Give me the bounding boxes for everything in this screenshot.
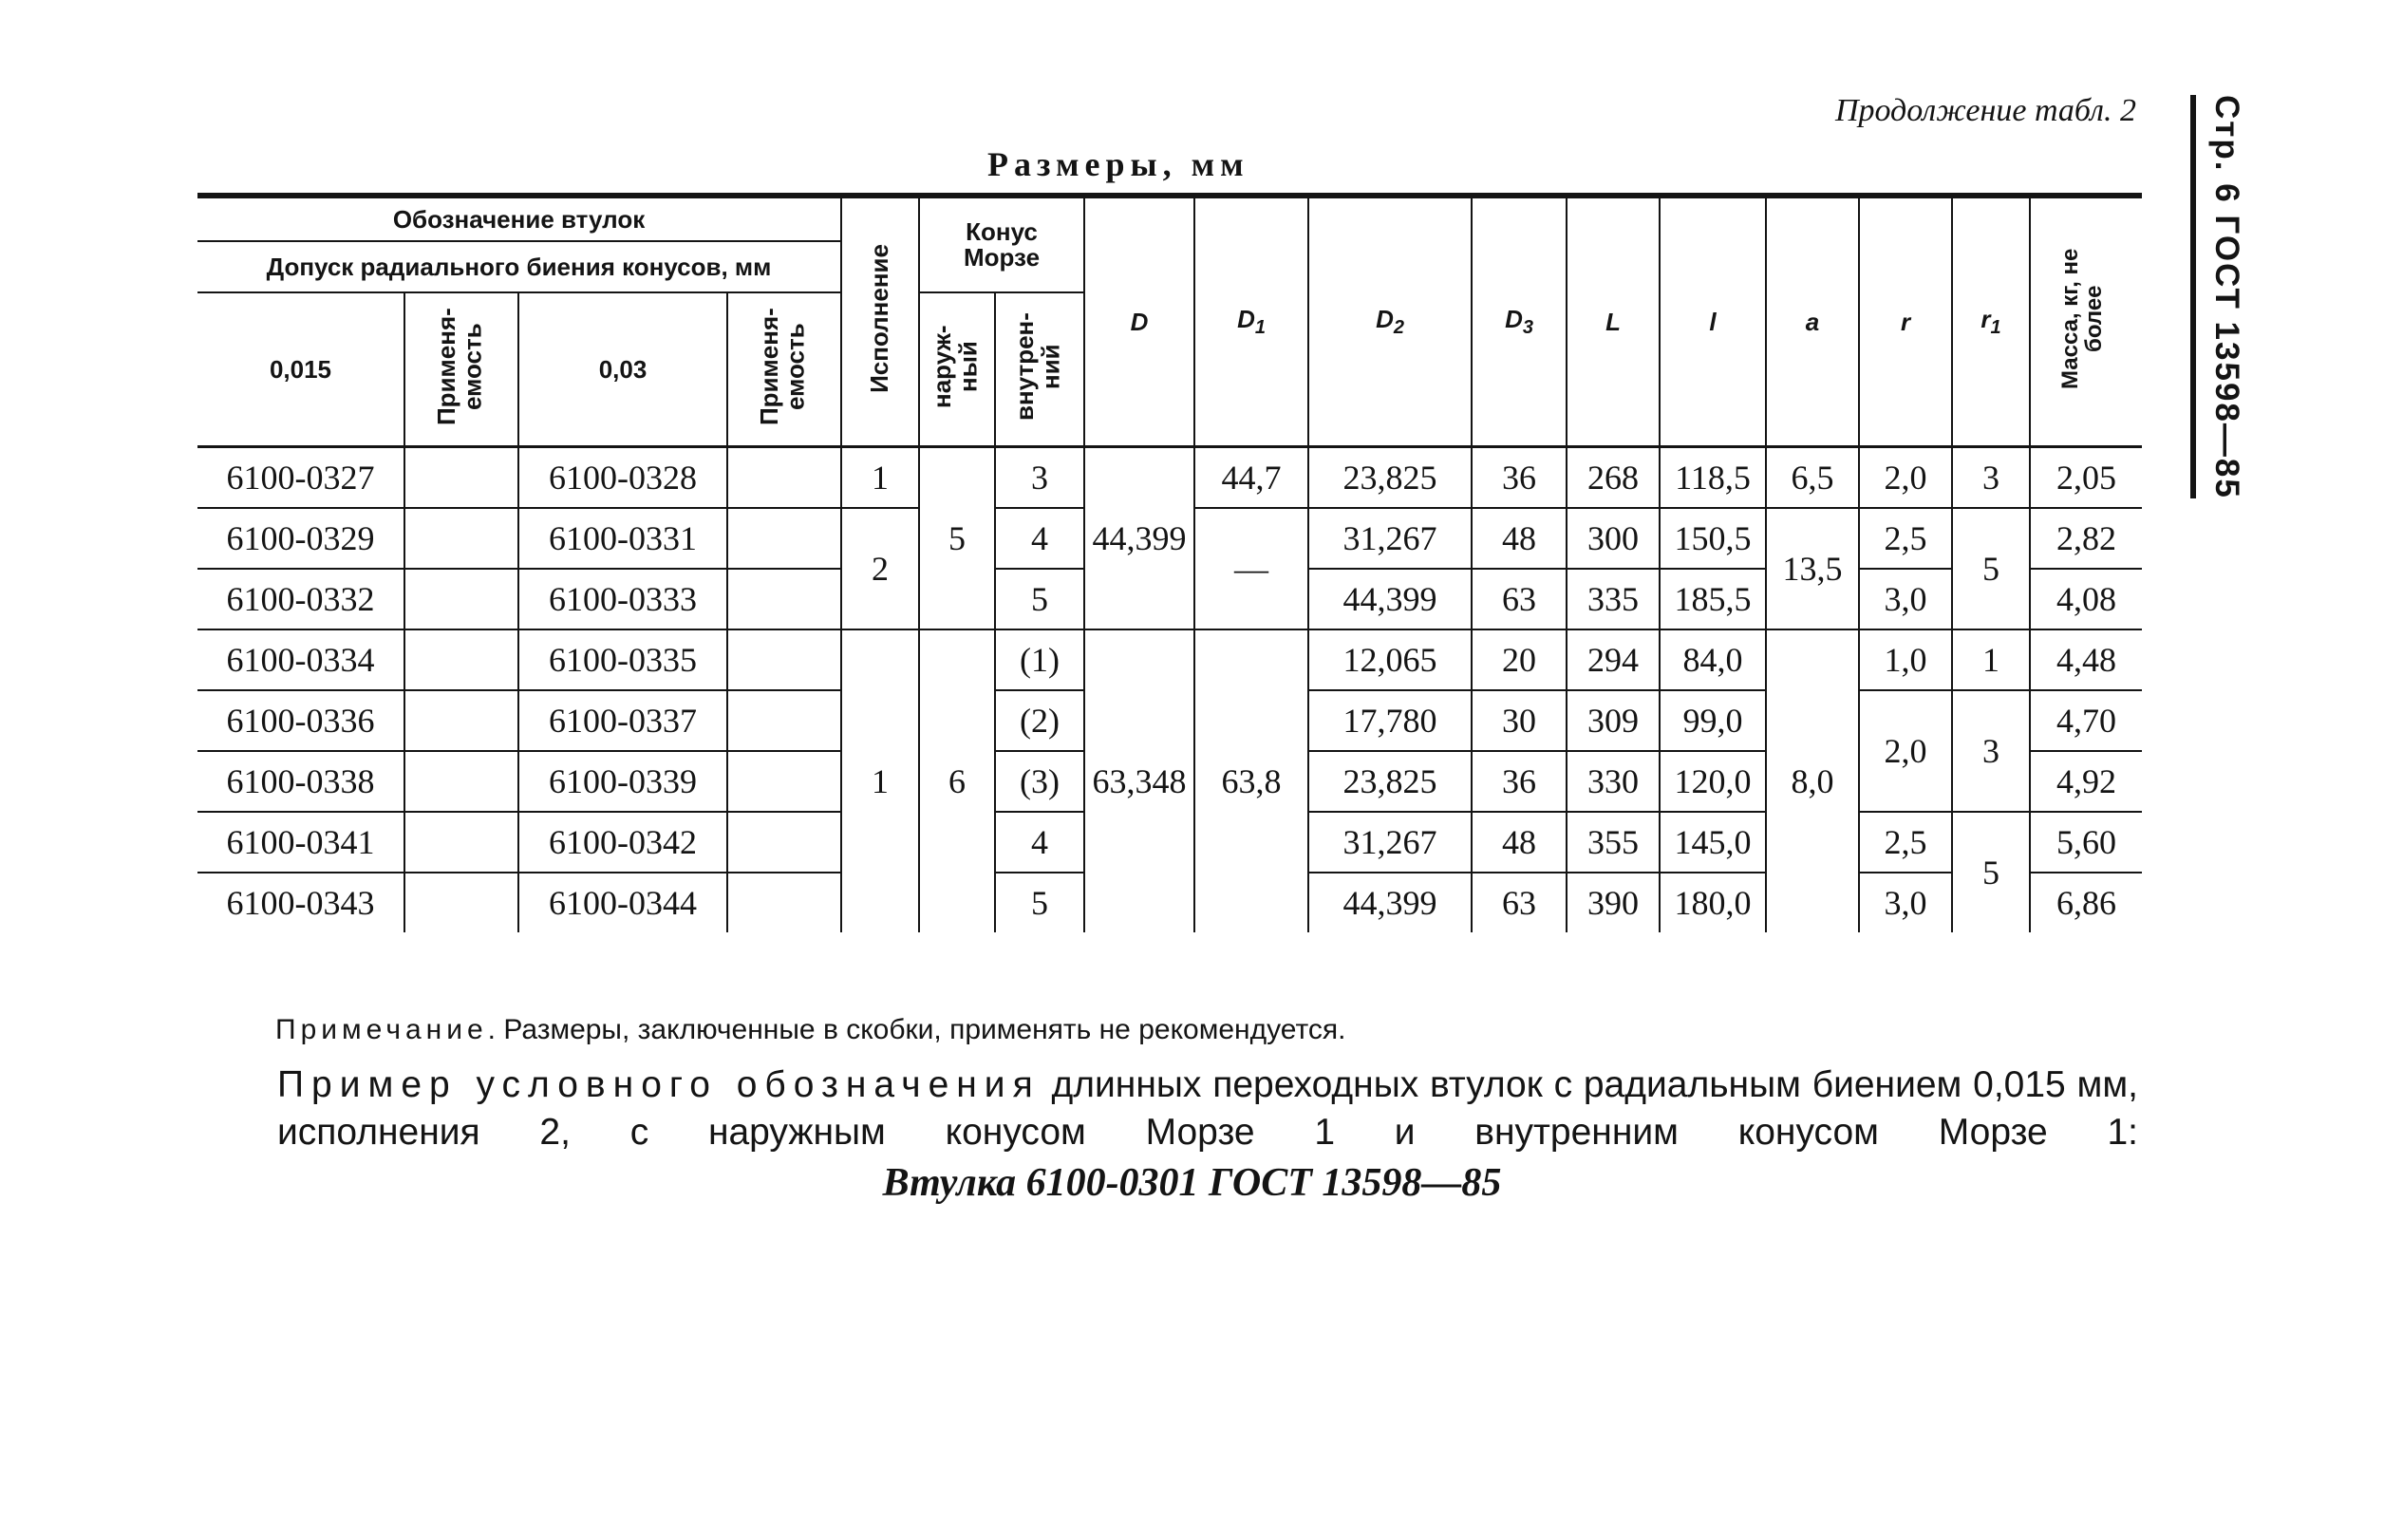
mass-header bbox=[2030, 198, 2142, 447]
morse-inner-cell: 5 bbox=[995, 873, 1084, 932]
version-header bbox=[841, 198, 919, 447]
applicability-cell bbox=[727, 508, 841, 569]
tolerance-group-header: Допуск радиального биения конусов, мм bbox=[197, 241, 841, 292]
tol-03-header: 0,03 bbox=[518, 292, 727, 447]
L-cell: 330 bbox=[1567, 751, 1660, 812]
L-cell: 268 bbox=[1567, 447, 1660, 509]
col-D1-header: $D_1$ bbox=[1194, 198, 1308, 447]
mass-cell: 4,08 bbox=[2030, 569, 2142, 629]
D2-cell: 31,267 bbox=[1308, 508, 1472, 569]
r-cell: 2,0 bbox=[1859, 447, 1952, 509]
r-cell: 1,0 bbox=[1859, 629, 1952, 690]
continuation-caption: Продолжение табл. 2 bbox=[1834, 93, 2136, 128]
designation-03: 6100-0328 bbox=[518, 447, 727, 509]
morse-inner-cell: (1) bbox=[995, 629, 1084, 690]
D-cell: 63,348 bbox=[1084, 629, 1194, 932]
D2-cell: 44,399 bbox=[1308, 569, 1472, 629]
mass-cell: 5,60 bbox=[2030, 812, 2142, 873]
D1-cell: — bbox=[1194, 508, 1308, 629]
L-cell: 335 bbox=[1567, 569, 1660, 629]
tol-015-header: 0,015 bbox=[197, 292, 404, 447]
r-cell: 2,5 bbox=[1859, 508, 1952, 569]
a-cell: 13,5 bbox=[1766, 508, 1859, 629]
designation-03: 6100-0333 bbox=[518, 569, 727, 629]
designation-015: 6100-0329 bbox=[197, 508, 404, 569]
table-row bbox=[197, 629, 2142, 690]
applicability-label-1: Применя-емость bbox=[432, 307, 487, 425]
morse-inner-cell: 4 bbox=[995, 812, 1084, 873]
col-D-header: D bbox=[1084, 198, 1194, 447]
applicability-cell bbox=[404, 629, 518, 690]
D3-cell: 30 bbox=[1472, 690, 1567, 751]
l-cell: 180,0 bbox=[1660, 873, 1766, 932]
version-header-label: Исполнение bbox=[865, 244, 894, 393]
morse-group-label: Конус Морзе bbox=[963, 216, 1041, 272]
r1-cell: 5 bbox=[1952, 812, 2030, 932]
l-cell: 118,5 bbox=[1660, 447, 1766, 509]
applicability-cell bbox=[404, 751, 518, 812]
morse-inner-cell: (2) bbox=[995, 690, 1084, 751]
applicability-label-2: Применя-емость bbox=[755, 307, 810, 425]
D3-cell: 63 bbox=[1472, 569, 1567, 629]
D1-cell: 44,7 bbox=[1194, 447, 1308, 509]
applicability-cell bbox=[727, 447, 841, 509]
designation-03: 6100-0339 bbox=[518, 751, 727, 812]
r-cell: 2,5 bbox=[1859, 812, 1952, 873]
designation-015: 6100-0327 bbox=[197, 447, 404, 509]
mass-cell: 4,70 bbox=[2030, 690, 2142, 751]
designation-015: 6100-0341 bbox=[197, 812, 404, 873]
applicability-cell bbox=[727, 690, 841, 751]
col-D2-header: $D_2$ bbox=[1308, 198, 1472, 447]
mass-cell: 6,86 bbox=[2030, 873, 2142, 932]
version-cell: 1 bbox=[841, 447, 919, 509]
L-cell: 390 bbox=[1567, 873, 1660, 932]
D3-cell: 48 bbox=[1472, 812, 1567, 873]
applicability-cell bbox=[727, 751, 841, 812]
table-row bbox=[197, 447, 2142, 509]
l-cell: 185,5 bbox=[1660, 569, 1766, 629]
mass-cell: 2,82 bbox=[2030, 508, 2142, 569]
r1-cell: 1 bbox=[1952, 629, 2030, 690]
r-cell: 3,0 bbox=[1859, 873, 1952, 932]
morse-outer-label: наруж-ный bbox=[928, 324, 983, 408]
mass-cell: 4,92 bbox=[2030, 751, 2142, 812]
mass-cell: 2,05 bbox=[2030, 447, 2142, 509]
designation-03: 6100-0337 bbox=[518, 690, 727, 751]
D3-cell: 36 bbox=[1472, 751, 1567, 812]
D-cell: 44,399 bbox=[1084, 447, 1194, 630]
col-r1-header: $r_1$ bbox=[1952, 198, 2030, 447]
col-D3-header: $D_3$ bbox=[1472, 198, 1567, 447]
side-rule bbox=[2190, 95, 2196, 498]
applicability-cell bbox=[727, 569, 841, 629]
note-text: . Размеры, заключенные в скобки, применять не рекомендуется. bbox=[487, 1014, 1346, 1045]
r1-cell: 3 bbox=[1952, 690, 2030, 812]
morse-inner-cell: 5 bbox=[995, 569, 1084, 629]
designation-example bbox=[277, 1061, 2138, 1156]
D1-cell: 63,8 bbox=[1194, 629, 1308, 932]
l-cell: 99,0 bbox=[1660, 690, 1766, 751]
designation-015: 6100-0332 bbox=[197, 569, 404, 629]
r-cell: 2,0 bbox=[1859, 690, 1952, 812]
designation-group-header: Обозначение втулок bbox=[197, 198, 841, 241]
D2-cell: 23,825 bbox=[1308, 751, 1472, 812]
version-cell: 2 bbox=[841, 508, 919, 629]
side-page-label-text: Стр. 6 ГОСТ 13598—85 bbox=[2208, 95, 2245, 499]
applicability-cell bbox=[404, 508, 518, 569]
col-l-header: l bbox=[1660, 198, 1766, 447]
designation-015: 6100-0343 bbox=[226, 884, 375, 922]
D2-cell: 17,780 bbox=[1308, 690, 1472, 751]
col-a-header: a bbox=[1766, 198, 1859, 447]
applicability-cell bbox=[727, 629, 841, 690]
D2-cell: 44,399 bbox=[1308, 873, 1472, 932]
D2-cell: 23,825 bbox=[1308, 447, 1472, 509]
applicability-cell bbox=[404, 690, 518, 751]
D2-cell: 31,267 bbox=[1308, 812, 1472, 873]
a-cell: 8,0 bbox=[1766, 629, 1859, 932]
morse-group-header bbox=[919, 198, 1084, 292]
D3-cell: 20 bbox=[1472, 629, 1567, 690]
version-cell: 1 bbox=[841, 629, 919, 932]
D3-cell: 48 bbox=[1472, 508, 1567, 569]
designation-015: 6100-0334 bbox=[197, 629, 404, 690]
L-cell: 294 bbox=[1567, 629, 1660, 690]
designation-03: 6100-0342 bbox=[518, 812, 727, 873]
units-caption: Размеры, мм bbox=[987, 145, 1249, 183]
applicability-cell bbox=[404, 569, 518, 629]
applicability-cell bbox=[727, 812, 841, 873]
designation-03: 6100-0335 bbox=[518, 629, 727, 690]
D3-cell: 36 bbox=[1472, 447, 1567, 509]
note-lead: Примечание bbox=[275, 1014, 488, 1045]
l-cell: 120,0 bbox=[1660, 751, 1766, 812]
applicability-header-1 bbox=[404, 292, 518, 447]
applicability-header-2 bbox=[727, 292, 841, 447]
mass-header-label: Масса, кг, не более bbox=[2056, 248, 2107, 389]
side-page-label bbox=[2207, 95, 2245, 503]
morse-outer-cell: 5 bbox=[919, 447, 995, 630]
morse-inner-label: внутрен-ний bbox=[1010, 311, 1065, 421]
l-cell: 145,0 bbox=[1660, 812, 1766, 873]
morse-inner-cell: 4 bbox=[995, 508, 1084, 569]
designation-015: 6100-0336 bbox=[197, 690, 404, 751]
r1-cell: 3 bbox=[1952, 447, 2030, 509]
morse-outer-header bbox=[919, 292, 995, 447]
a-cell: 6,5 bbox=[1766, 447, 1859, 509]
l-cell: 150,5 bbox=[1660, 508, 1766, 569]
morse-inner-header bbox=[995, 292, 1084, 447]
applicability-cell bbox=[404, 812, 518, 873]
l-cell: 84,0 bbox=[1660, 629, 1766, 690]
col-L-header: L bbox=[1567, 198, 1660, 447]
designation-015: 6100-0338 bbox=[197, 751, 404, 812]
D3-cell: 63 bbox=[1472, 873, 1567, 932]
morse-inner-cell: (3) bbox=[995, 751, 1084, 812]
table-note bbox=[275, 1014, 1345, 1046]
morse-inner-cell: 3 bbox=[995, 447, 1084, 509]
dimensions-table bbox=[197, 198, 2142, 932]
example-lead: Пример условного обозначения bbox=[277, 1064, 1041, 1105]
designation-03: 6100-0344 bbox=[518, 873, 727, 932]
L-cell: 309 bbox=[1567, 690, 1660, 751]
r-cell: 3,0 bbox=[1859, 569, 1952, 629]
applicability-cell bbox=[727, 873, 841, 932]
r1-cell: 5 bbox=[1952, 508, 2030, 629]
L-cell: 300 bbox=[1567, 508, 1660, 569]
designation-line: Втулка 6100-0301 ГОСТ 13598—85 bbox=[882, 1161, 1502, 1205]
applicability-cell bbox=[404, 873, 518, 932]
D2-cell: 12,065 bbox=[1308, 629, 1472, 690]
applicability-cell bbox=[404, 447, 518, 509]
mass-cell: 4,48 bbox=[2030, 629, 2142, 690]
L-cell: 355 bbox=[1567, 812, 1660, 873]
morse-outer-cell: 6 bbox=[919, 629, 995, 932]
col-r-header: r bbox=[1859, 198, 1952, 447]
example-text: длинных переходных втулок с радиальным биением 0,015 мм, исполнения 2, с наружным конусом Морзе 1 и внутренним конусом Морзе 1: bbox=[277, 1064, 2138, 1153]
designation-03: 6100-0331 bbox=[518, 508, 727, 569]
